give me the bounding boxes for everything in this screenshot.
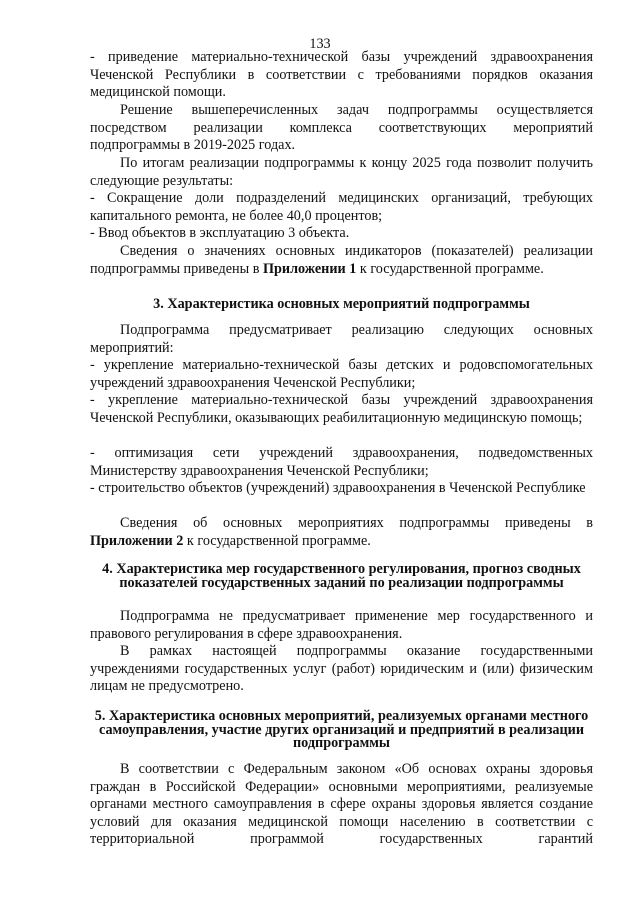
paragraph-item-mtb: - приведение материально-технической базы учреждений здравоохранения Чеченской Республики в соответствии с требованиями порядков оказания медицинской помощи. xyxy=(90,49,593,101)
paragraph-tasks-solution: Решение вышеперечисленных задач подпрограммы осуществляется посредством реализации комплекса соответствующих мероприятий подпрограммы в 2019-2025 годах. xyxy=(90,102,593,154)
appendix-2-ref: Приложении 2 xyxy=(90,532,184,549)
paragraph-activities-intro: Подпрограмма предусматривает реализацию следующих основных мероприятий: xyxy=(90,322,593,356)
paragraph-activities-info: Сведения об основных мероприятиях подпрограммы приведены в Приложении 2 к государственной программе. xyxy=(90,515,593,549)
paragraph-no-state-services: В рамках настоящей подпрограммы оказание государственными учреждениями государственных услуг (работ) юридическим и (или) физическим лицам не предусмотрено. xyxy=(90,643,593,695)
paragraph-result-objects: - Ввод объектов в эксплуатацию 3 объекта. xyxy=(90,225,350,241)
paragraph-indicators-info: Сведения о значениях основных индикаторов (показателей) реализации подпрограммы приведены в Приложении 1 к государственной программе. xyxy=(90,243,593,277)
appendix-1-ref: Приложении 1 xyxy=(262,260,357,277)
paragraph-no-regulation: Подпрограмма не предусматривает применение мер государственного и правового регулирования в сфере здравоохранения. xyxy=(90,608,593,642)
paragraph-activity-optimization: - оптимизация сети учреждений здравоохранения, подведомственных Министерству здравоохранения Чеченской Республики; xyxy=(90,445,593,479)
section-3-heading: 3. Характеристика основных мероприятий подпрограммы xyxy=(153,296,530,312)
paragraph-results-intro: По итогам реализации подпрограммы к концу 2025 года позволит получить следующие результаты: xyxy=(90,155,593,189)
paragraph-activity-children: - укрепление материально-технической базы детских и родовспомогательных учреждений здравоохранения Чеченской Республики; xyxy=(90,357,593,391)
page-number: 133 xyxy=(309,36,331,52)
paragraph-federal-law: В соответствии с Федеральным законом «Об основах охраны здоровья граждан в Российской Федерации» основными мероприятиями, реализуемые органами местного самоуправления в сфере охраны здоровья является создание условий для оказания медицинской помощи населению в соответствии с территориальной программой государственных гарантий xyxy=(90,761,593,848)
paragraph-activity-construction: - строительство объектов (учреждений) здравоохранения в Чеченской Республике xyxy=(90,480,586,496)
paragraph-result-reduction: - Сокращение доли подразделений медицинских организаций, требующих капитального ремонта, не более 40,0 процентов; xyxy=(90,190,593,224)
paragraph-activity-rehab: - укрепление материально-технической базы учреждений здравоохранения Чеченской Республики, оказывающих реабилитационную медицинскую помощь; xyxy=(90,392,593,426)
section-5-heading: 5. Характеристика основных мероприятий, реализуемых органами местного самоуправления, участие других организаций и предприятий в реализации подпрограммы xyxy=(94,708,589,751)
section-4-heading: 4. Характеристика мер государственного регулирования, прогноз сводных показателей государственных заданий по реализации подпрограммы xyxy=(102,561,581,591)
